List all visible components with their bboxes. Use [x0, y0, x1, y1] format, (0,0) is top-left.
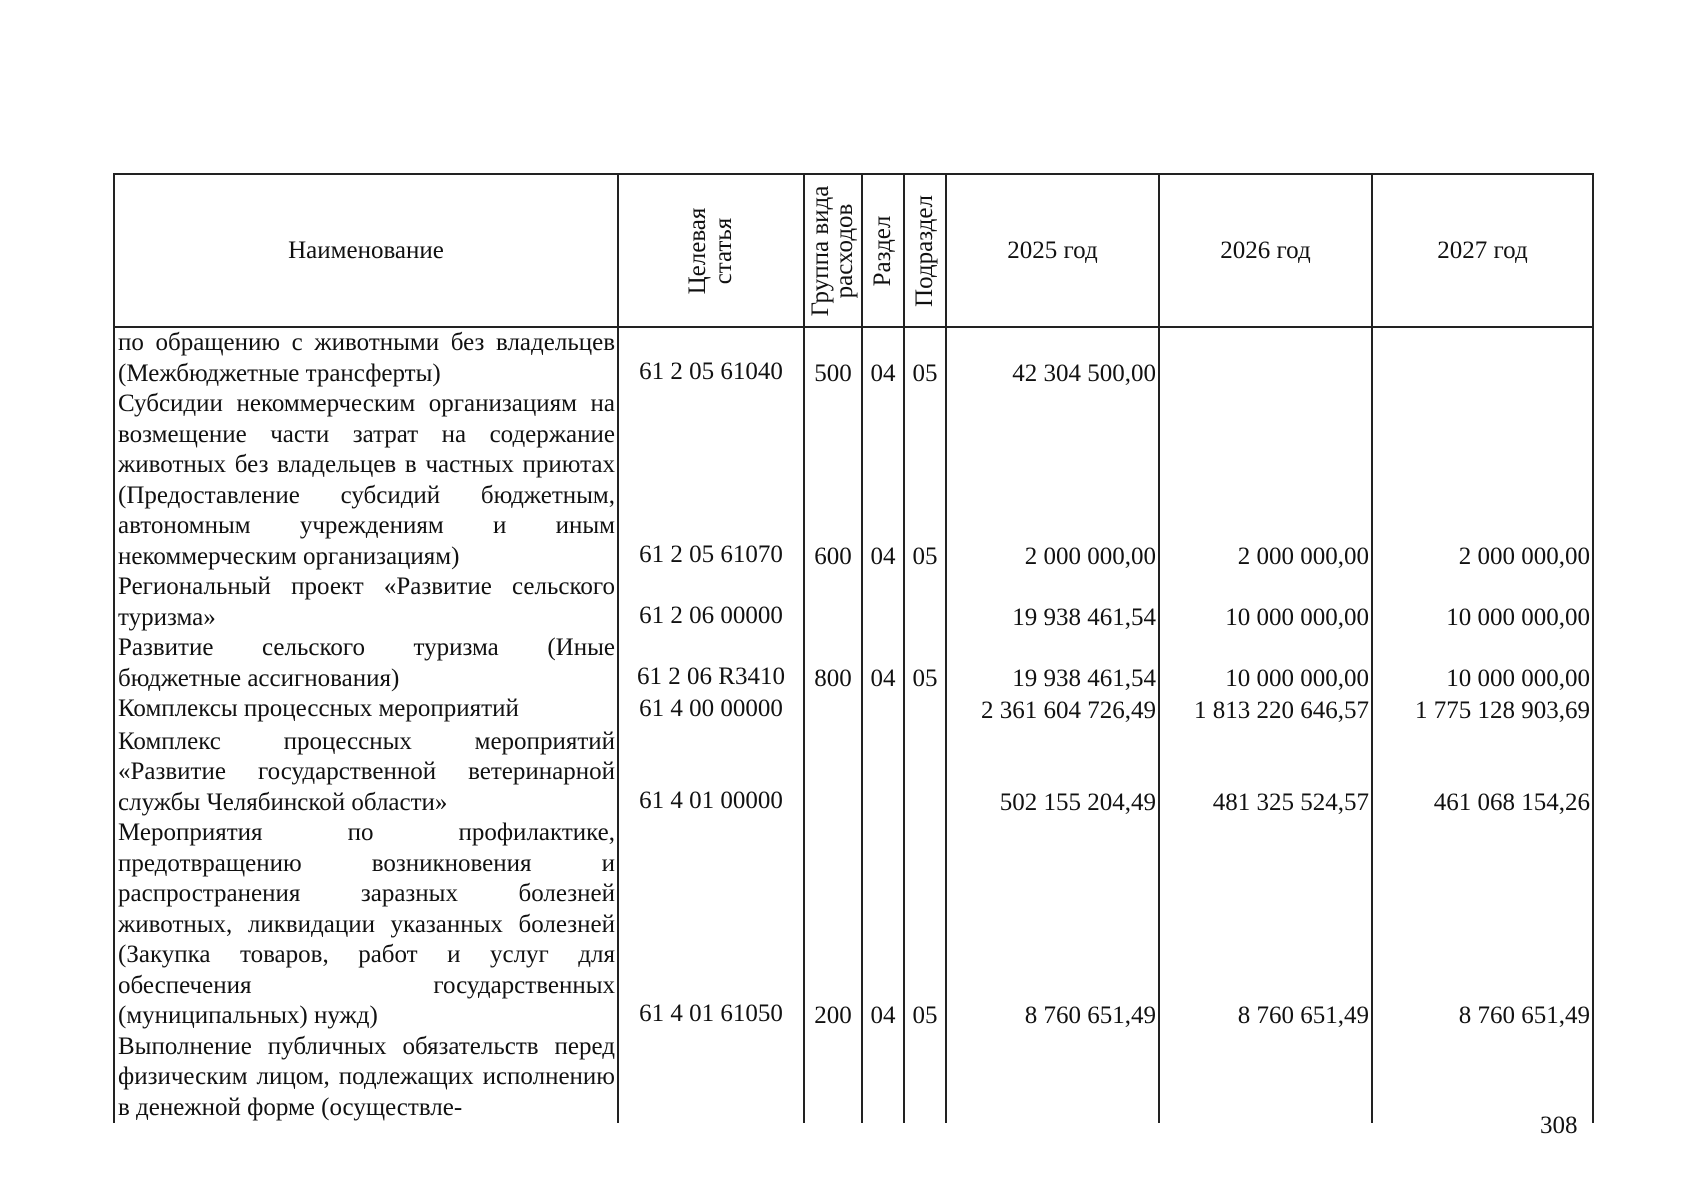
row-name: Мероприятия по профилактике, предотвращению возникновения и распространения заразных болезней животных, ликвидации указанных болезней (Закупка товаров, работ и услуг для обеспечения государственных (муниципальных) нужд)	[114, 818, 618, 1032]
row-target-article: 61 4 01 61050	[618, 818, 804, 1032]
row-amount-2027	[1372, 1032, 1593, 1124]
header-target-article: Целевая статья	[618, 174, 804, 327]
row-expense-group: 600	[804, 389, 862, 572]
row-name: Развитие сельского туризма (Иные бюджетные ассигнования)	[114, 633, 618, 694]
row-target-article: 61 2 05 61040	[618, 327, 804, 389]
row-amount-2025: 42 304 500,00	[946, 327, 1159, 389]
row-target-article: 61 2 06 R3410	[618, 633, 804, 694]
row-subsection: 05	[904, 389, 946, 572]
row-amount-2027: 10 000 000,00	[1372, 572, 1593, 633]
row-section: 04	[862, 818, 904, 1032]
header-year-2027: 2027 год	[1372, 174, 1593, 327]
row-section: 04	[862, 389, 904, 572]
row-amount-2025: 19 938 461,54	[946, 572, 1159, 633]
row-amount-2025: 19 938 461,54	[946, 633, 1159, 694]
row-amount-2025: 2 000 000,00	[946, 389, 1159, 572]
table-row	[114, 389, 1593, 572]
row-expense-group: 200	[804, 818, 862, 1032]
row-section: 04	[862, 633, 904, 694]
page-number: 308	[1540, 1112, 1578, 1139]
header-subsection: Подраздел	[904, 174, 946, 327]
row-amount-2025: 8 760 651,49	[946, 818, 1159, 1032]
row-amount-2026: 481 325 524,57	[1159, 727, 1372, 819]
header-expense-group: Группа вида расходов	[804, 174, 862, 327]
table-row	[114, 818, 1593, 1032]
row-section	[862, 1032, 904, 1124]
row-subsection: 05	[904, 633, 946, 694]
header-year-2025: 2025 год	[946, 174, 1159, 327]
table-header-row	[114, 174, 1593, 327]
row-amount-2026	[1159, 327, 1372, 389]
row-section	[862, 727, 904, 819]
row-amount-2026: 2 000 000,00	[1159, 389, 1372, 572]
row-amount-2026: 10 000 000,00	[1159, 633, 1372, 694]
row-name: Выполнение публичных обязательств перед физическим лицом, подлежащих исполнению в денежной форме (осуществле-	[114, 1032, 618, 1124]
row-expense-group	[804, 727, 862, 819]
header-section: Раздел	[862, 174, 904, 327]
row-name: Региональный проект «Развитие сельского туризма»	[114, 572, 618, 633]
row-amount-2027: 10 000 000,00	[1372, 633, 1593, 694]
row-subsection	[904, 572, 946, 633]
row-amount-2025	[946, 1032, 1159, 1124]
row-amount-2027: 8 760 651,49	[1372, 818, 1593, 1032]
row-expense-group: 500	[804, 327, 862, 389]
budget-table	[113, 173, 1594, 1123]
row-expense-group	[804, 572, 862, 633]
row-subsection	[904, 1032, 946, 1124]
header-name: Наименование	[114, 174, 618, 327]
row-amount-2027: 2 000 000,00	[1372, 389, 1593, 572]
row-target-article: 61 4 01 00000	[618, 727, 804, 819]
table-row	[114, 694, 1593, 727]
row-name: Комплексы процессных мероприятий	[114, 694, 618, 727]
row-expense-group: 800	[804, 633, 862, 694]
row-amount-2026: 8 760 651,49	[1159, 818, 1372, 1032]
row-target-article: 61 4 00 00000	[618, 694, 804, 727]
table-row	[114, 633, 1593, 694]
row-name: Субсидии некоммерческим организациям на возмещение части затрат на содержание животных без владельцев в частных приютах (Предоставление субсидий бюджетным, автономным учреждениям и иным некоммерческим организациям)	[114, 389, 618, 572]
row-name: по обращению с животными без владельцев (Межбюджетные трансферты)	[114, 327, 618, 389]
row-subsection: 05	[904, 818, 946, 1032]
row-amount-2027: 1 775 128 903,69	[1372, 694, 1593, 727]
table-row	[114, 1032, 1593, 1124]
row-amount-2026	[1159, 1032, 1372, 1124]
row-amount-2025: 2 361 604 726,49	[946, 694, 1159, 727]
row-amount-2027: 461 068 154,26	[1372, 727, 1593, 819]
table-row	[114, 572, 1593, 633]
row-amount-2026: 1 813 220 646,57	[1159, 694, 1372, 727]
row-target-article: 61 2 05 61070	[618, 389, 804, 572]
header-year-2026: 2026 год	[1159, 174, 1372, 327]
row-expense-group	[804, 1032, 862, 1124]
row-section	[862, 572, 904, 633]
row-subsection	[904, 727, 946, 819]
row-amount-2025: 502 155 204,49	[946, 727, 1159, 819]
row-section	[862, 694, 904, 727]
row-name: Комплекс процессных мероприятий «Развитие государственной ветеринарной службы Челябинской области»	[114, 727, 618, 819]
table-row	[114, 327, 1593, 389]
row-expense-group	[804, 694, 862, 727]
row-subsection: 05	[904, 327, 946, 389]
table-row	[114, 727, 1593, 819]
row-amount-2026: 10 000 000,00	[1159, 572, 1372, 633]
row-target-article: 61 2 06 00000	[618, 572, 804, 633]
row-amount-2027	[1372, 327, 1593, 389]
row-subsection	[904, 694, 946, 727]
row-target-article	[618, 1032, 804, 1124]
row-section: 04	[862, 327, 904, 389]
